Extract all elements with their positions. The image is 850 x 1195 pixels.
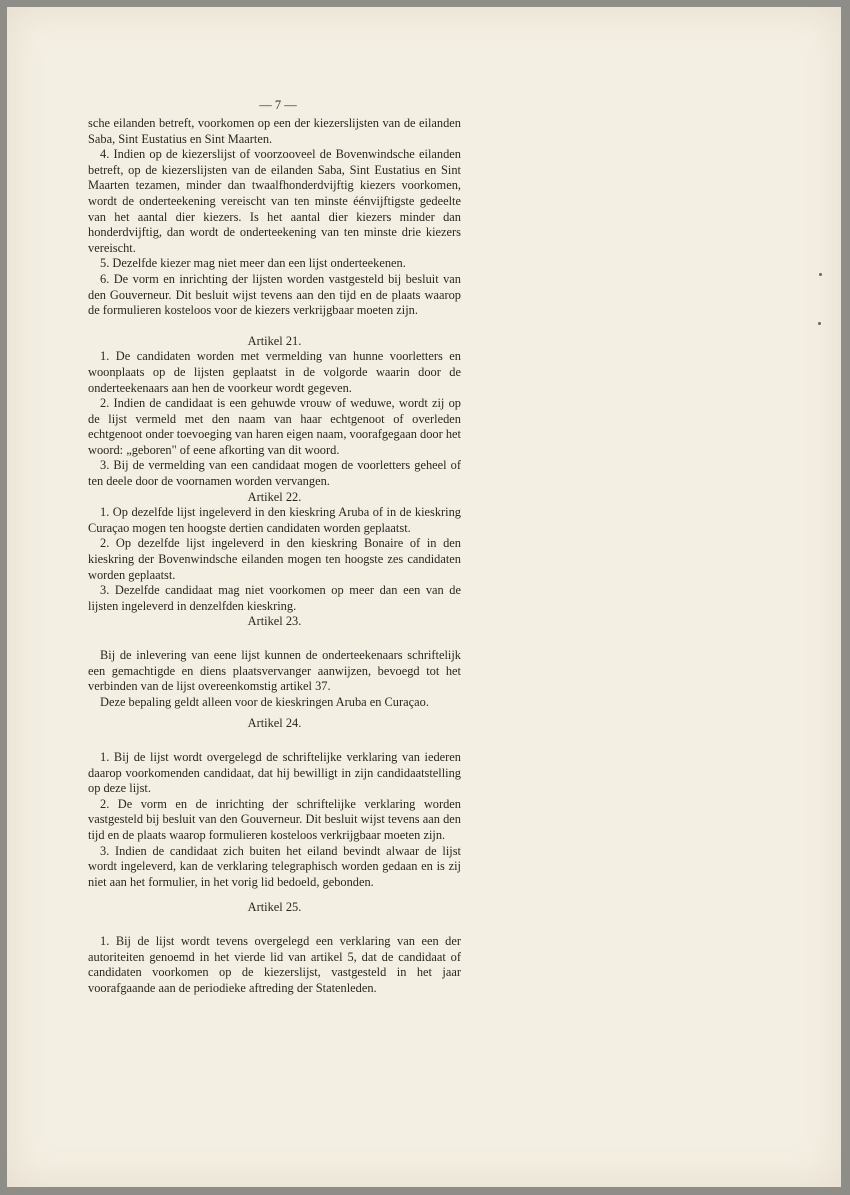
- heading-artikel-21: Artikel 21.: [247, 333, 302, 348]
- paragraph-6: 6. De vorm en inrichting der lijsten worden vastgesteld bij besluit van den Gouverneur. Dit besluit wijst tevens aan den tijd en de plaats waarop de formulieren kosteloos voor de kiezers verkrijgbaar moeten zijn.: [88, 271, 461, 318]
- art24-paragraph-3: 3. Indien de candidaat zich buiten het eiland bevindt alwaar de lijst wordt ingeleverd, kan de verklaring telegraphisch worden gedaan en is zij niet aan het formulier, in het vorig lid bedoeld, gebonden.: [88, 843, 461, 889]
- art22-paragraph-1: 1. Op dezelfde lijst ingeleverd in den kieskring Aruba of in de kieskring Curaçao mogen ten hoogste dertien candidaten worden geplaatst.: [88, 505, 461, 535]
- heading-artikel-22: Artikel 22.: [247, 489, 302, 504]
- art22-paragraph-2: 2. Op dezelfde lijst ingeleverd in den kieskring Bonaire of in den kieskring der Bovenwindsche eilanden mogen ten hoogste zes candidaten worden geplaatst.: [88, 536, 461, 582]
- body-text: [88, 116, 461, 996]
- art23-paragraph-2: Deze bepaling geldt alleen voor de kieskringen Aruba en Curaçao.: [100, 694, 429, 709]
- art22-paragraph-3: 3. Dezelfde candidaat mag niet voorkomen op meer dan een van de lijsten ingeleverd in denzelfden kieskring.: [88, 583, 461, 613]
- art24-paragraph-2: 2. De vorm en de inrichting der schriftelijke verklaring worden vastgesteld bij besluit van den Gouverneur. Dit besluit wijst tevens aan den tijd en de plaats waarop formulieren kosteloos verkrijgbaar moeten zijn.: [88, 796, 461, 842]
- heading-artikel-25: Artikel 25.: [247, 900, 302, 915]
- heading-artikel-23: Artikel 23.: [247, 614, 302, 629]
- heading-artikel-24: Artikel 24.: [247, 716, 302, 731]
- art21-paragraph-1: 1. De candidaten worden met vermelding van hunne voorletters en woonplaats op de lijsten geplaatst in de volgorde waarin door de onderteekenaars aan hen de voorkeur wordt gegeven.: [88, 349, 461, 395]
- art21-paragraph-3: 3. Bij de vermelding van een candidaat mogen de voorletters geheel of ten deele door de voornamen worden vervangen.: [88, 458, 461, 489]
- art21-paragraph-2: 2. Indien de candidaat is een gehuwde vrouw of weduwe, wordt zij op de lijst vermeld met den naam van haar echtgenoot of overleden echtgenoot onder toevoeging van haren eigen naam, voorafgegaan door het woord: „geboren" of eene afkorting van dit woord.: [88, 396, 461, 457]
- page-number: — 7 —: [259, 98, 297, 112]
- paragraph-4: 4. Indien op de kiezerslijst of voorzooveel de Bovenwindsche eilanden betreft, op de kiezerslijsten van de eilanden Saba, Sint Eustatius en Sint Maarten tezamen, minder dan twaalfhonderdvijftig kiezers voorkomen, wordt de onderteekening vereischt van ten minste éénvijftigste gedeelte van het aantal dier kiezers. Is het aantal dier kiezers minder dan honderdvijftig, dan wordt de onderteekening van ten minste drie kiezers vereischt.: [88, 147, 461, 255]
- art24-paragraph-1: 1. Bij de lijst wordt overgelegd de schriftelijke verklaring van iederen daarop voorkomenden candidaat, dat hij bewilligt in zijn candidaatstelling op deze lijst.: [88, 749, 461, 796]
- paper-speck: [818, 322, 821, 325]
- art25-paragraph-1: 1. Bij de lijst wordt tevens overgelegd een verklaring van een der autoriteiten genoemd in het vierde lid van artikel 5, dat de candidaat of candidaten voorkomen op de kiezerslijst, vastgesteld in het jaar voorafgaande aan de periodieke aftreding der Statenleden.: [88, 933, 461, 995]
- document-page: [7, 7, 841, 1187]
- art23-paragraph-1: Bij de inlevering van eene lijst kunnen de onderteekenaars schriftelijk een gemachtigde en diens plaatsvervanger aanwijzen, bevoegd tot het verbinden van de lijst overeenkomstig artikel 37.: [88, 648, 461, 694]
- paragraph-5: 5. Dezelfde kiezer mag niet meer dan een lijst onderteekenen.: [100, 256, 406, 271]
- paragraph-continuation: sche eilanden betreft, voorkomen op een der kiezerslijsten van de eilanden Saba, Sint Eustatius en Sint Maarten.: [88, 116, 461, 146]
- paper-speck: [819, 273, 822, 276]
